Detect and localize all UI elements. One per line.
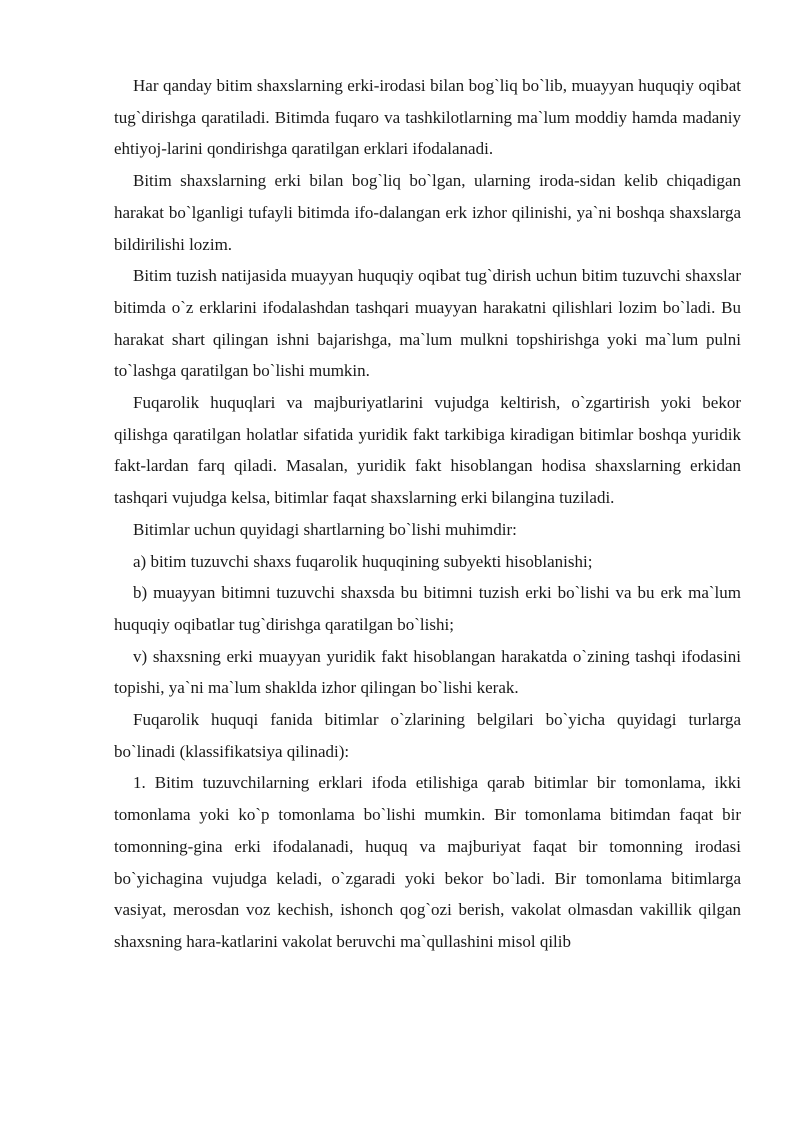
paragraph: Bitim shaxslarning erki bilan bog`liq bo`lgan, ularning iroda-sidan kelib chiqadigan harakat bo`lganligi tufayli bitimda ifo-dalangan erk izhor qilinishi, ya`ni boshqa shaxslarga bildirilishi lozim. (114, 171, 741, 254)
paragraph: Fuqarolik huquqi fanida bitimlar o`zlarining belgilari bo`yicha quyidagi turlarga bo`linadi (klassifikatsiya qilinadi): (114, 710, 741, 761)
paragraph: Har qanday bitim shaxslarning erki-irodasi bilan bog`liq bo`lib, muayyan huquqiy oqibat tug`dirishga qaratiladi. Bitimda fuqaro va tashkilotlarning ma`lum moddiy hamda madaniy ehtiyoj-larini qondirishga qaratilgan erklari ifodalanadi. (114, 76, 741, 159)
list-item: b) muayyan bitimni tuzuvchi shaxsda bu bitimni tuzish erki bo`lishi va bu erk ma`lum huquqiy oqibatlar tug`dirishga qaratilgan bo`lishi; (114, 583, 741, 634)
paragraph: Bitim tuzish natijasida muayyan huquqiy oqibat tug`dirish uchun bitim tuzuvchi shaxslar bitimda o`z erklarini ifodalashdan tashqari muayyan harakatni qilishlari lozim bo`ladi. Bu harakat shart qilingan ishni bajarishga, ma`lum mulkni topshirishga yoki ma`lum pulni to`lashga qaratilgan bo`lishi mumkin. (114, 266, 741, 381)
paragraph: Bitimlar uchun quyidagi shartlarning bo`lishi muhimdir: (133, 519, 517, 539)
document-page (114, 70, 741, 958)
list-item: v) shaxsning erki muayyan yuridik fakt hisoblangan harakatda o`zining tashqi ifodasini topishi, ya`ni ma`lum shaklda izhor qilingan bo`lishi kerak. (114, 646, 741, 698)
paragraph: Fuqarolik huquqlari va majburiyatlarini vujudga keltirish, o`zgartirish yoki bekor qilishga qaratilgan holatlar sifatida yuridik fakt tarkibiga kiradigan bitimlar boshqa yuridik fakt-lardan farq qiladi. Masalan, yuridik fakt hisoblangan hodisa shaxslarning erkidan tashqari vujudga kelsa, bitimlar faqat shaxslarning erki bilangina tuziladi. (114, 393, 741, 508)
list-item: a) bitim tuzuvchi shaxs fuqarolik huquqining subyekti hisoblanishi; (133, 551, 593, 571)
paragraph: 1. Bitim tuzuvchilarning erklari ifoda etilishiga qarab bitimlar bir tomonlama, ikki tomonlama yoki ko`p tomonlama bo`lishi mumkin. Bir tomonlama bitimdan faqat bir tomonning-gina erki ifodalanadi, huquq va majburiyat faqat bir tomonning irodasi bo`yichagina vujudga keladi, o`zgaradi yoki bekor bo`ladi. Bir tomonlama bitimlarga vasiyat, merosdan voz kechish, ishonch qog`ozi berish, vakolat olmasdan vakillik qilgan shaxsning hara-katlarini vakolat beruvchi ma`qullashini misol qilib (114, 773, 741, 951)
